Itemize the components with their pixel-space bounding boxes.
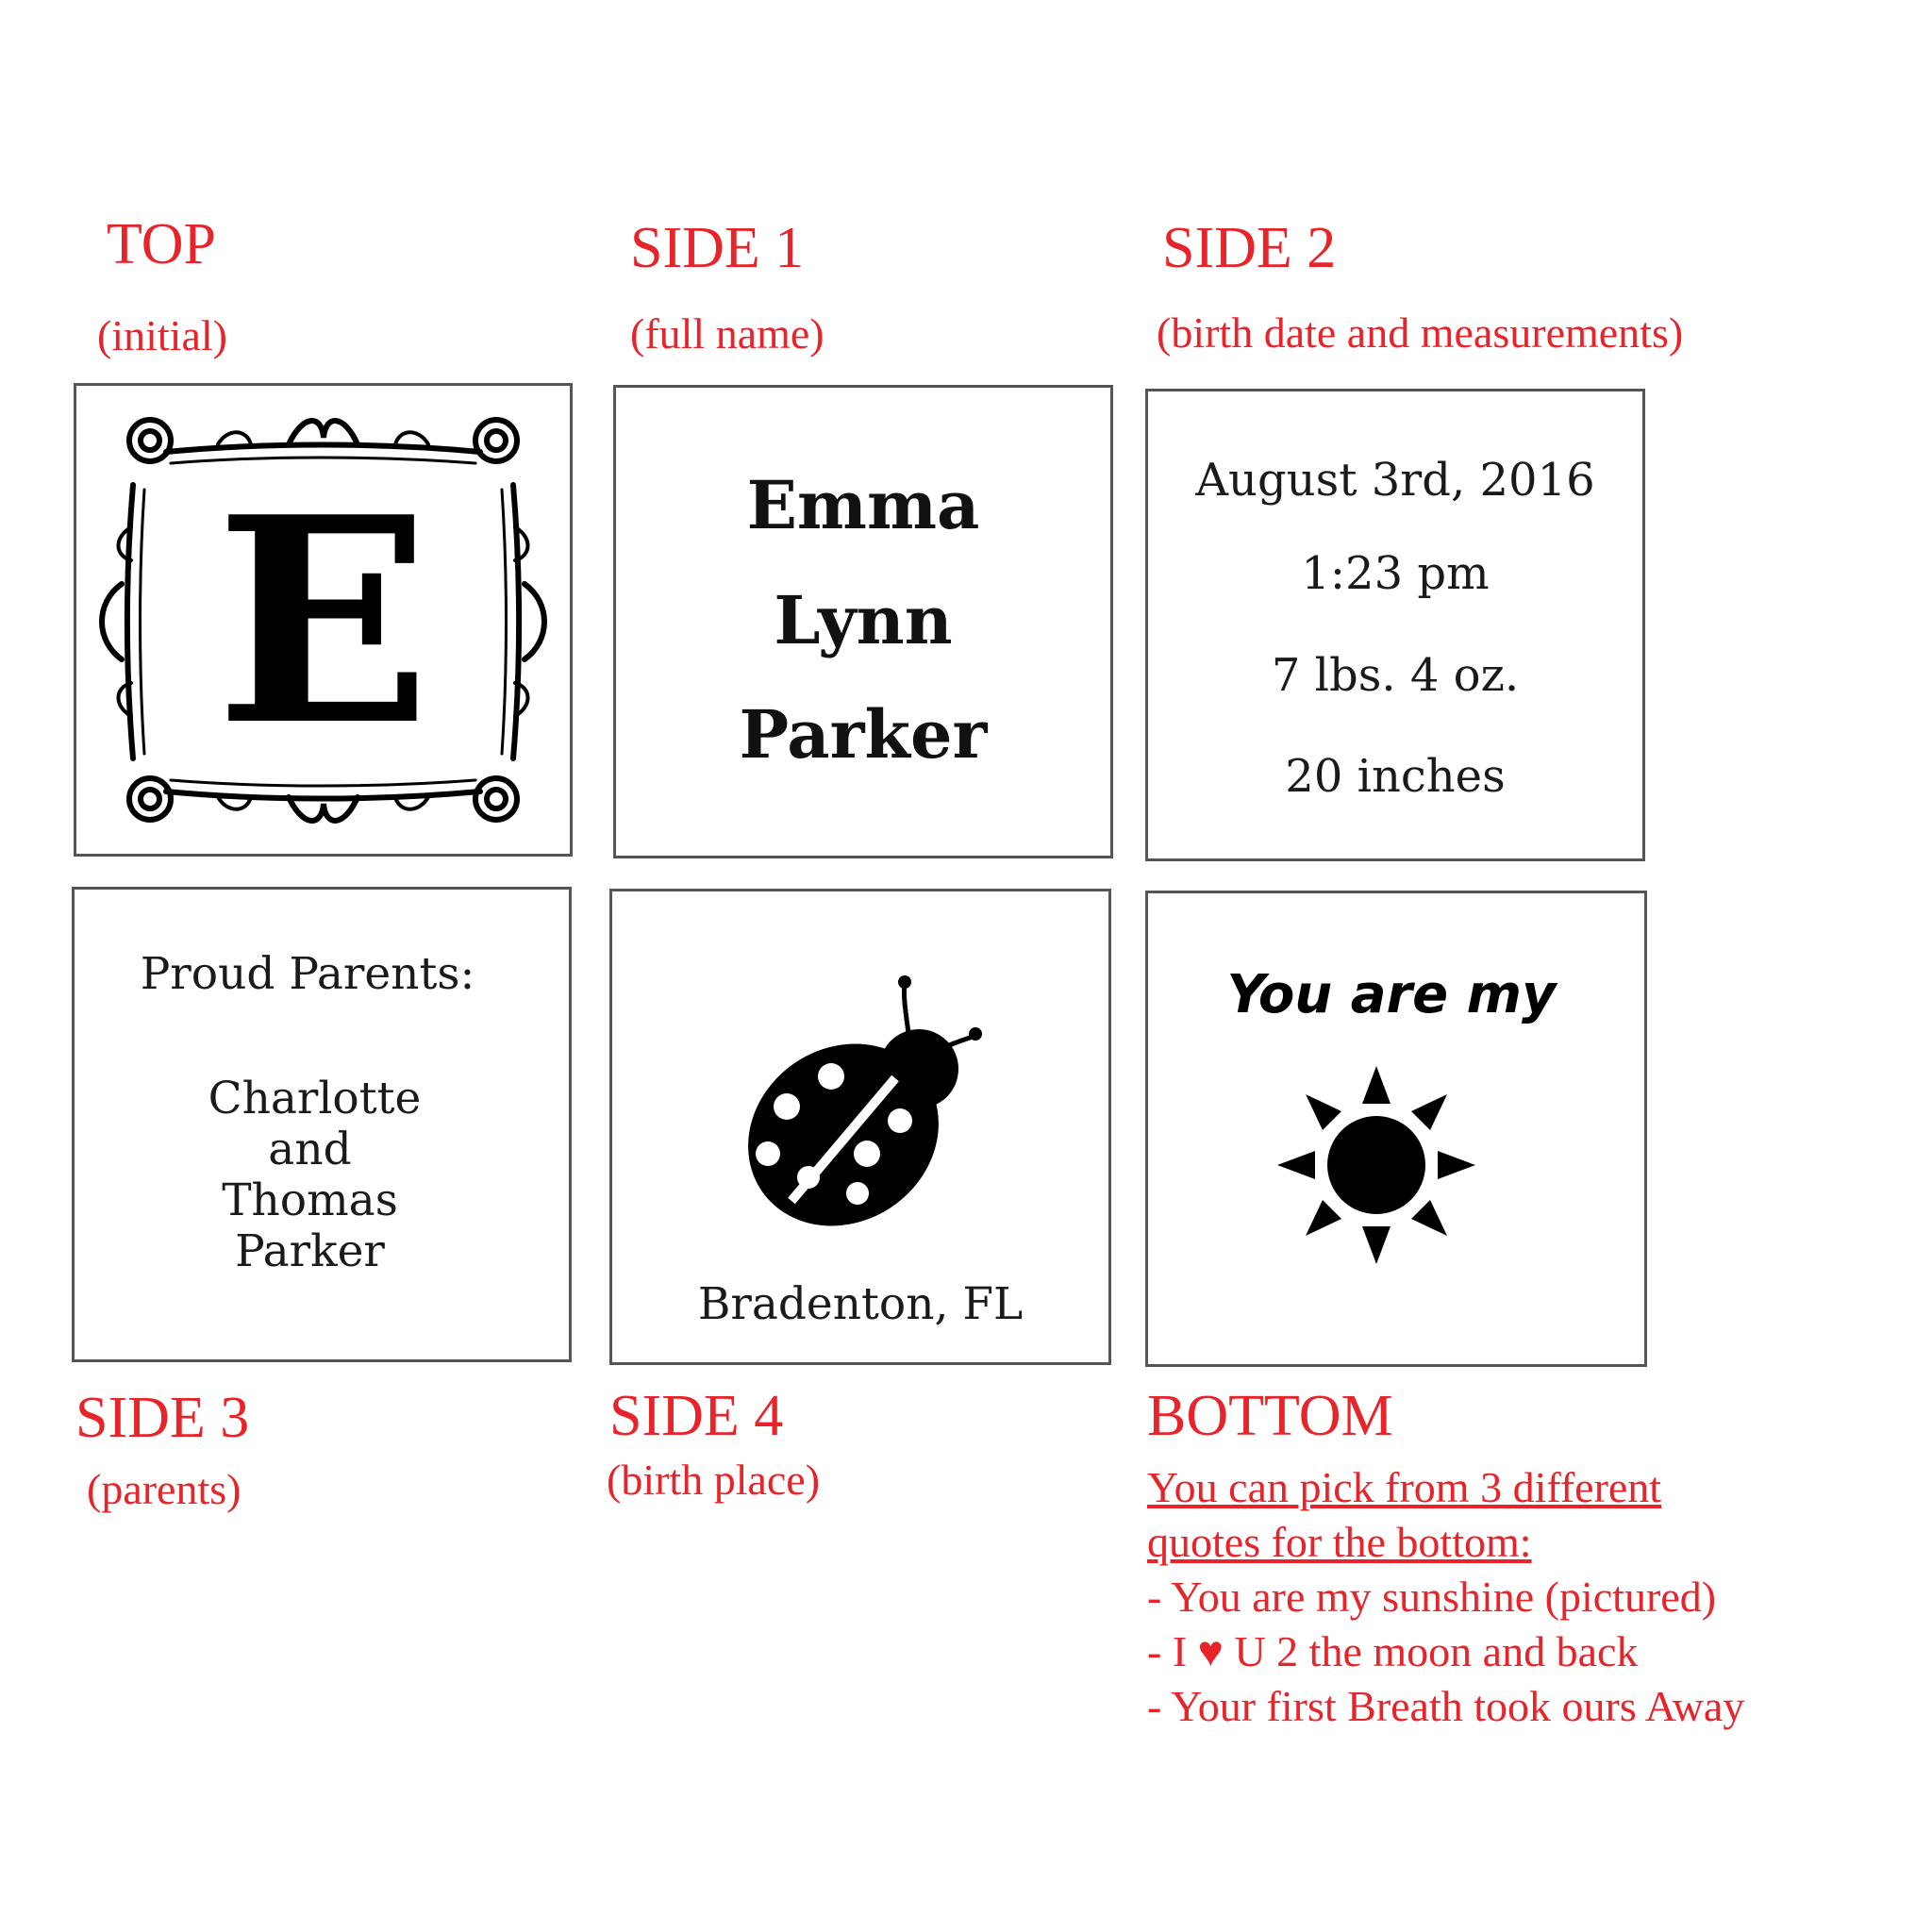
heart-icon: ♥ [1197,1627,1224,1675]
parent-line-4: Parker [235,1225,385,1277]
label-side3-subtitle: (parents) [87,1465,242,1513]
option-2 [1147,1624,1744,1679]
parents-heading: Proud Parents: [140,948,475,1000]
bottom-panel [1145,891,1647,1367]
option-2-prefix: - I [1147,1627,1188,1675]
parent-line-2: and [268,1124,352,1175]
top-panel [74,383,573,857]
bottom-quote: You are my [1226,964,1557,1025]
parent-line-1: Charlotte [208,1073,422,1124]
last-name: Parker [739,695,988,774]
label-bottom-title: BOTTOM [1147,1384,1393,1448]
option-2-suffix: U 2 the moon and back [1234,1627,1639,1675]
option-3: - Your first Breath took ours Away [1147,1682,1745,1730]
side2-panel [1145,389,1645,861]
option-1: - You are my sunshine (pictured) [1147,1573,1717,1621]
ladybug-icon [725,974,999,1239]
birth-place: Bradenton, FL [697,1278,1024,1330]
initial-letter: E [215,455,431,788]
birth-date: August 3rd, 2016 [1195,454,1595,507]
parent-line-3: Thomas [222,1174,398,1226]
side4-panel [609,889,1111,1365]
label-top-subtitle: (initial) [97,311,227,359]
side3-panel [72,887,572,1362]
label-side3-title: SIDE 3 [75,1386,250,1450]
label-side4-title: SIDE 4 [609,1384,784,1448]
sun-icon [1277,1066,1475,1264]
side1-panel [613,385,1113,858]
bottom-options [1147,1460,1744,1734]
first-name: Emma [746,466,980,544]
label-side1-title: SIDE 1 [630,216,805,280]
options-intro-line-2: quotes for the bottom: [1147,1518,1532,1566]
birth-time: 1:23 pm [1301,547,1490,600]
birth-length: 20 inches [1285,750,1506,803]
label-top-title: TOP [107,212,217,276]
middle-name: Lynn [774,581,953,659]
label-side2-title: SIDE 2 [1162,216,1337,280]
label-side4-subtitle: (birth place) [607,1456,821,1504]
label-side2-subtitle: (birth date and measurements) [1157,308,1684,357]
label-side1-subtitle: (full name) [630,309,824,358]
birth-weight: 7 lbs. 4 oz. [1271,649,1520,702]
options-intro-line-1: You can pick from 3 different [1147,1463,1662,1511]
